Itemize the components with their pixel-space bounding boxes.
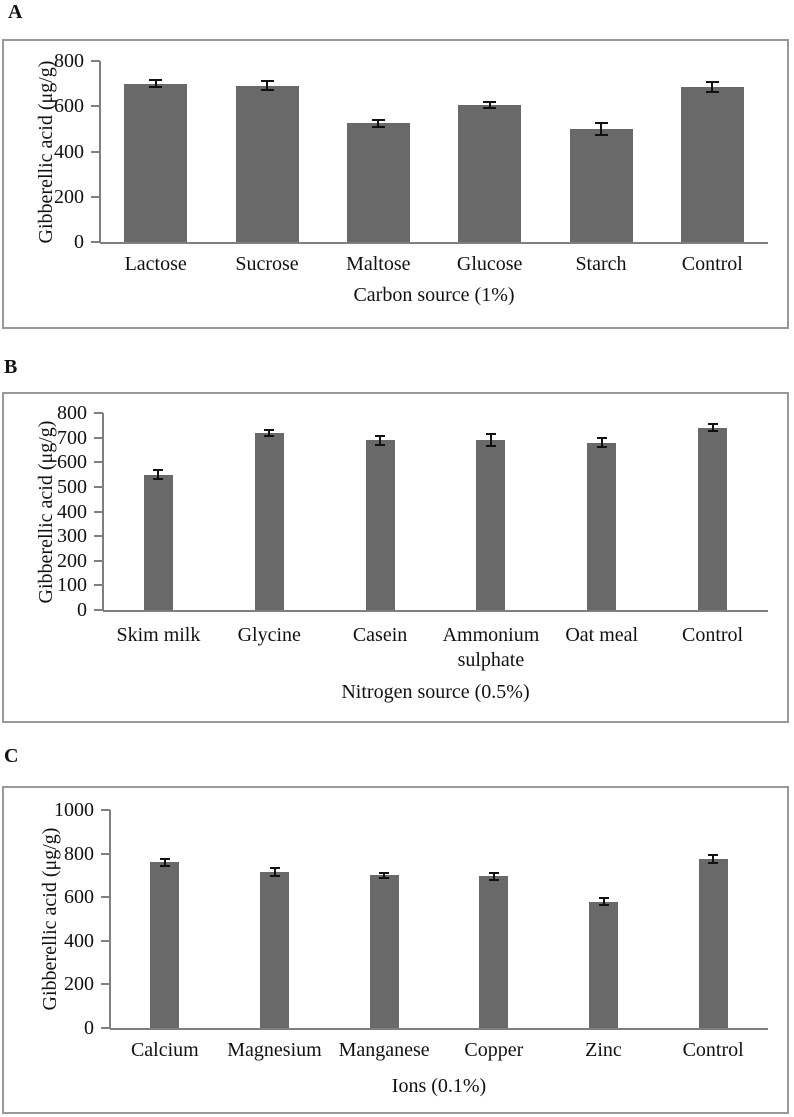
error-bar-cap-top [153,469,163,471]
category-label: Manganese [338,1039,430,1061]
y-tick-label: 600 [54,95,84,118]
x-axis-title: Ions (0.1%) [391,1075,487,1097]
category-label: Magnesium [227,1039,322,1061]
category-label: Calcium [130,1039,199,1061]
y-tick-label: 400 [57,500,87,523]
category-label: Sucrose [235,253,299,275]
error-bar-cap-top [489,872,499,874]
y-axis-line [109,810,111,1029]
error-bar-cap-bottom [160,865,170,867]
bar [347,123,410,242]
category-label: Copper [464,1039,524,1061]
bar [255,433,284,610]
bar [476,440,505,610]
chart-panel-a [2,39,789,329]
category-label: Control [682,1039,744,1061]
y-tick-label: 1000 [54,799,94,821]
error-bar-cap-bottom [486,445,496,447]
y-tick-mark [94,486,103,488]
error-bar-cap-top [597,437,607,439]
y-tick-label: 100 [57,574,87,597]
x-axis-title: Carbon source (1%) [353,284,515,306]
panel-label-b: B [4,356,18,378]
error-bar-cap-bottom [597,446,607,448]
error-bar-cap-bottom [706,91,719,93]
y-tick-label: 200 [57,549,87,572]
bar [124,84,187,242]
error-bar-cap-top [270,867,280,869]
bar [589,902,618,1028]
error-bar-cap-bottom [379,877,389,879]
error-bar-cap-bottom [264,435,274,437]
bar [370,875,399,1028]
y-tick-label: 200 [54,185,84,208]
category-label: Skim milk [116,624,201,646]
y-tick-mark [101,809,110,811]
error-bar-cap-top [708,423,718,425]
category-label: Control [681,253,743,275]
y-tick-mark [94,437,103,439]
y-tick-mark [94,511,103,513]
y-tick-mark [101,896,110,898]
y-tick-mark [94,609,103,611]
y-tick-label: 400 [64,929,94,952]
panel-label-a: A [8,1,23,23]
y-tick-label: 700 [57,426,87,449]
chart-panel-b [2,392,789,723]
error-bar-cap-bottom [483,107,496,109]
error-bar-cap-top [486,433,496,435]
y-tick-label: 600 [57,451,87,474]
y-tick-mark [91,60,100,62]
panel-label-c: C [4,745,19,767]
category-label: Casein [352,624,408,646]
error-bar-cap-bottom [270,875,280,877]
y-tick-mark [94,584,103,586]
y-tick-label: 0 [77,599,87,621]
bar [479,876,508,1028]
bar [570,129,633,242]
error-bar-cap-bottom [708,430,718,432]
category-label: Zinc [585,1039,622,1061]
error-bar-cap-top [706,81,719,83]
bar [144,475,173,610]
y-tick-mark [91,151,100,153]
y-tick-mark [101,853,110,855]
bar [681,87,744,242]
error-bar-cap-bottom [489,879,499,881]
y-tick-mark [91,241,100,243]
y-tick-mark [94,412,103,414]
y-tick-label: 0 [74,231,84,253]
y-tick-label: 0 [84,1017,94,1039]
error-bar-cap-top [264,429,274,431]
error-bar-cap-bottom [375,444,385,446]
error-bar-cap-top [372,119,385,121]
y-tick-mark [91,105,100,107]
error-bar-cap-top [261,80,274,82]
error-bar-cap-bottom [261,89,274,91]
bar [698,428,727,610]
y-tick-label: 200 [64,973,94,996]
bar [260,872,289,1028]
error-bar-cap-bottom [153,478,163,480]
error-bar-cap-top [599,897,609,899]
y-tick-label: 300 [57,525,87,548]
category-label: Ammonium sulphate [442,624,540,671]
y-axis-title: Gibberellic acid (μg/g) [35,60,57,243]
category-label: Lactose [124,253,187,275]
x-axis-title: Nitrogen source (0.5%) [341,681,530,703]
chart-panel-c [2,786,789,1114]
error-bar-cap-top [375,435,385,437]
y-tick-label: 500 [57,475,87,498]
bar [458,105,521,242]
bar [236,86,299,242]
y-tick-label: 800 [57,402,87,424]
y-axis-title: Gibberellic acid (μg/g) [39,827,61,1011]
y-tick-mark [101,1027,110,1029]
error-bar-cap-top [160,858,170,860]
y-tick-mark [101,940,110,942]
category-label: Oat meal [565,624,639,646]
y-tick-label: 800 [64,842,94,865]
error-bar-cap-top [149,79,162,81]
error-bar-cap-top [483,101,496,103]
error-bar-cap-top [379,872,389,874]
error-bar-cap-top [708,854,718,856]
error-bar-cap-bottom [149,86,162,88]
bar [587,443,616,610]
bar [366,440,395,610]
y-tick-mark [101,983,110,985]
y-tick-mark [94,535,103,537]
y-tick-mark [91,196,100,198]
y-tick-label: 800 [54,50,84,72]
category-label: Starch [575,253,627,275]
category-label: Control [682,624,744,646]
category-label: Glycine [237,624,301,646]
error-bar-cap-bottom [599,904,609,906]
category-label: Glucose [456,253,523,275]
error-bar-cap-bottom [708,862,718,864]
x-axis-line [103,610,768,612]
error-bar-cap-bottom [372,126,385,128]
bar [699,859,728,1028]
x-axis-line [110,1028,768,1030]
category-label: Maltose [346,253,411,275]
bar [150,862,179,1028]
y-tick-mark [94,560,103,562]
error-bar-cap-bottom [595,134,608,136]
error-bar-cap-top [595,122,608,124]
y-tick-label: 400 [54,140,84,163]
y-tick-label: 600 [64,886,94,909]
y-tick-mark [94,461,103,463]
y-axis-title: Gibberellic acid (μg/g) [35,420,57,603]
x-axis-line [100,242,768,244]
